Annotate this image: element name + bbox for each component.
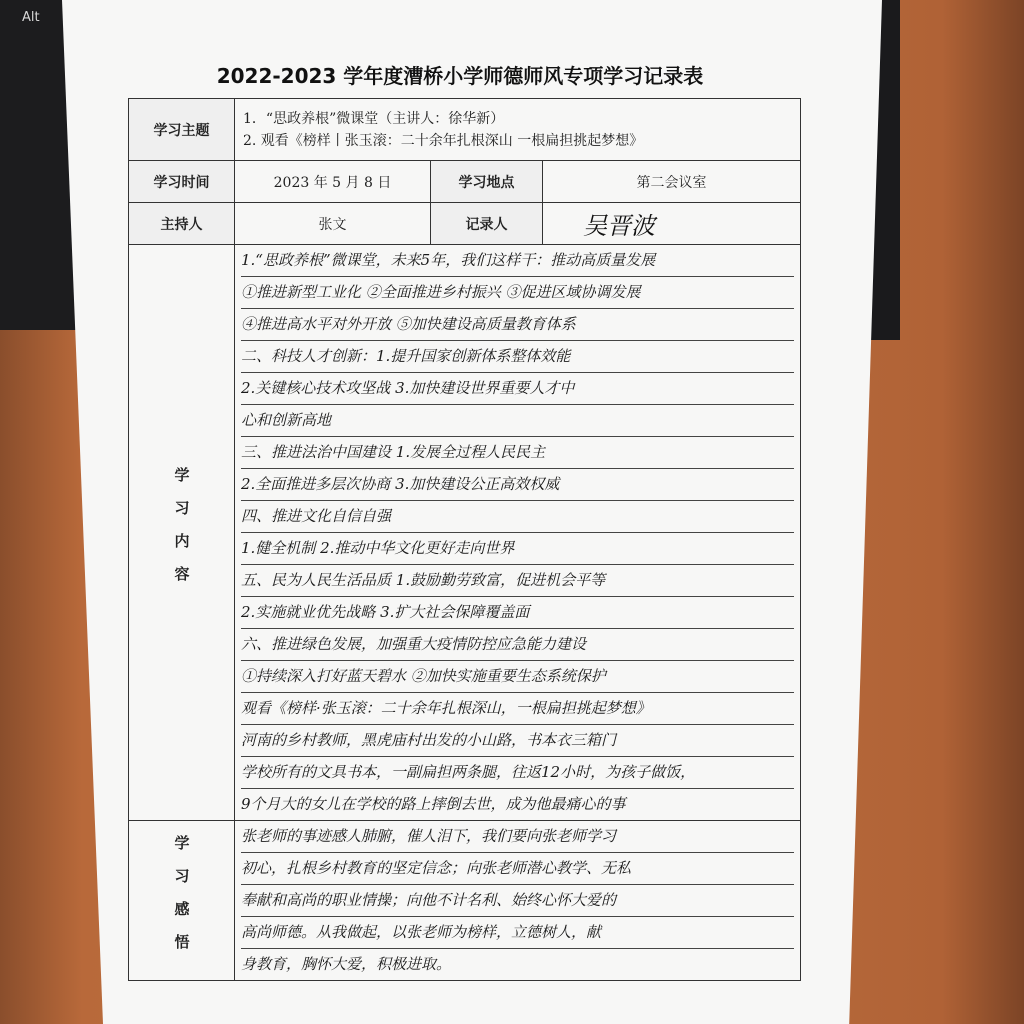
time-value: 2023 年 5 月 8 日 (235, 161, 431, 203)
topic-line-1: 1．“思政养根”微课堂（主讲人：徐华新） (243, 110, 505, 127)
content-line: 观看《榜样·张玉滚：二十余年扎根深山，一根扁担挑起梦想》 (241, 693, 794, 725)
content-line: 二、科技人才创新：1.提升国家创新体系整体效能 (241, 341, 794, 373)
feeling-area (235, 821, 801, 981)
feeling-line: 高尚师德。从我做起，以张老师为榜样，立德树人，献 (241, 917, 794, 949)
alt-key-label: Alt (22, 10, 40, 25)
content-lines (241, 245, 794, 820)
content-line: 三、推进法治中国建设 1.发展全过程人民民主 (241, 437, 794, 469)
content-line: ①推进新型工业化 ②全面推进乡村振兴 ③促进区域协调发展 (241, 277, 794, 309)
content-line: 1.健全机制 2.推动中华文化更好走向世界 (241, 533, 794, 565)
feeling-label (129, 821, 235, 981)
content-area (235, 245, 801, 821)
topic-line-2: 2. 观看《榜样丨张玉滚：二十余年扎根深山 一根扁担挑起梦想》 (243, 132, 644, 149)
content-line: ①持续深入打好蓝天碧水 ②加快实施重要生态系统保护 (241, 661, 794, 693)
content-line: 9个月大的女儿在学校的路上摔倒去世，成为他最痛心的事 (241, 795, 626, 813)
content-line: ④推进高水平对外开放 ⑤加快建设高质量教育体系 (241, 309, 794, 341)
recorder-signature: 吴晋波 (543, 203, 801, 245)
place-value: 第二会议室 (543, 161, 801, 203)
feeling-lines (241, 821, 794, 980)
content-line: 四、推进文化自信自强 (241, 501, 794, 533)
content-line: 六、推进绿色发展，加强重大疫情防控应急能力建设 (241, 629, 794, 661)
content-line: 2.关键核心技术攻坚战 3.加快建设世界重要人才中 (241, 373, 794, 405)
place-label: 学习地点 (431, 161, 543, 203)
content-line: 1.“思政养根”微课堂，未来5年，我们这样干：推动高质量发展 (241, 245, 794, 277)
host-label: 主持人 (129, 203, 235, 245)
content-line: 2.实施就业优先战略 3.扩大社会保障覆盖面 (241, 597, 794, 629)
time-label: 学习时间 (129, 161, 235, 203)
feeling-line: 张老师的事迹感人肺腑，催人泪下，我们要向张老师学习 (241, 821, 794, 853)
content-label-text: 学习内容 (172, 466, 191, 599)
feeling-line: 奉献和高尚的职业情操；向他不计名利、始终心怀大爱的 (241, 885, 794, 917)
host-value: 张文 (235, 203, 431, 245)
content-line: 2.全面推进多层次协商 3.加快建设公正高效权威 (241, 469, 794, 501)
feeling-line: 初心，扎根乡村教育的坚定信念；向张老师潜心教学、无私 (241, 853, 794, 885)
content-label (129, 245, 235, 821)
topic-value (235, 99, 801, 161)
topic-label: 学习主题 (129, 99, 235, 161)
content-line: 心和创新高地 (241, 405, 794, 437)
content-line: 学校所有的文具书本，一副扁担两条腿，往返12小时，为孩子做饭， (241, 757, 794, 789)
form-title: 2022-2023 学年度漕桥小学师德师风专项学习记录表 (216, 64, 704, 88)
recorder-label: 记录人 (431, 203, 543, 245)
feeling-label-text: 学习感悟 (172, 834, 191, 967)
record-form (128, 98, 801, 981)
feeling-line: 身教育，胸怀大爱，积极进取。 (241, 955, 452, 973)
content-line: 五、民为人民生活品质 1.鼓励勤劳致富，促进机会平等 (241, 565, 794, 597)
content-line: 河南的乡村教师，黑虎庙村出发的小山路，书本衣三箱门 (241, 725, 794, 757)
